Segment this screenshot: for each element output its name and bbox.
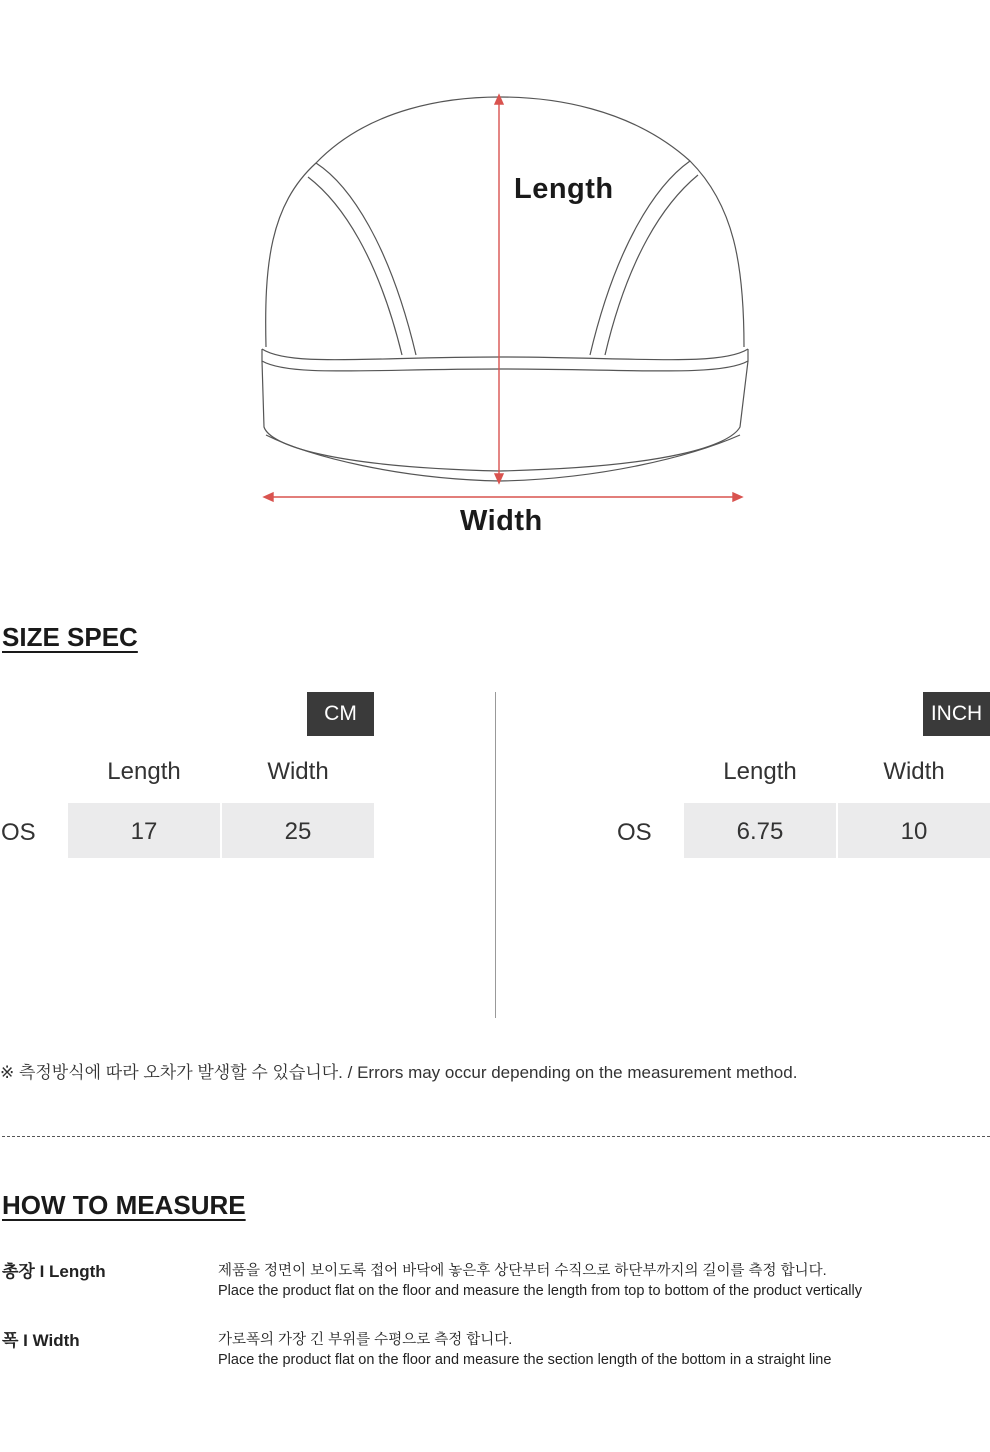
row-label-os: OS bbox=[1, 819, 36, 846]
measure-desc-en: Place the product flat on the floor and measure the section length of the bottom in a straight line bbox=[218, 1352, 832, 1368]
width-arrow bbox=[264, 493, 742, 501]
diagram-width-label: Width bbox=[460, 505, 543, 537]
measure-desc-ko: 제품을 정면이 보이도록 접어 바닥에 놓은후 상단부터 수직으로 하단부까지의 길이를 측정 합니다. bbox=[218, 1263, 827, 1279]
col-header-length: Length bbox=[107, 758, 181, 785]
unit-badge-cm: CM bbox=[307, 692, 374, 736]
measure-label-length: 총장 I Length bbox=[2, 1262, 106, 1281]
cell-width: 10 bbox=[838, 803, 990, 858]
product-diagram bbox=[250, 85, 760, 555]
cell-length: 6.75 bbox=[684, 803, 836, 858]
unit-badge-inch: INCH bbox=[923, 692, 990, 736]
diagram-length-label: Length bbox=[514, 173, 614, 205]
col-header-length: Length bbox=[723, 758, 797, 785]
how-to-measure-title: HOW TO MEASURE bbox=[2, 1190, 246, 1220]
table-divider bbox=[495, 692, 496, 1018]
measurement-note: ※ 측정방식에 따라 오차가 발생할 수 있습니다. / Errors may occur depending on the measurement method. bbox=[0, 1063, 798, 1082]
length-arrow bbox=[495, 95, 503, 483]
col-header-width: Width bbox=[267, 758, 329, 785]
col-header-width: Width bbox=[883, 758, 945, 785]
cell-width: 25 bbox=[222, 803, 374, 858]
measure-label-width: 폭 I Width bbox=[2, 1331, 80, 1350]
row-label-os: OS bbox=[617, 819, 652, 846]
cap-illustration bbox=[250, 85, 760, 555]
measure-desc-en: Place the product flat on the floor and measure the length from top to bottom of the product vertically bbox=[218, 1283, 863, 1299]
measure-desc-ko: 가로폭의 가장 긴 부위를 수평으로 측정 합니다. bbox=[218, 1332, 513, 1348]
section-divider bbox=[2, 1136, 990, 1137]
size-spec-title: SIZE SPEC bbox=[2, 622, 138, 652]
cell-length: 17 bbox=[68, 803, 220, 858]
